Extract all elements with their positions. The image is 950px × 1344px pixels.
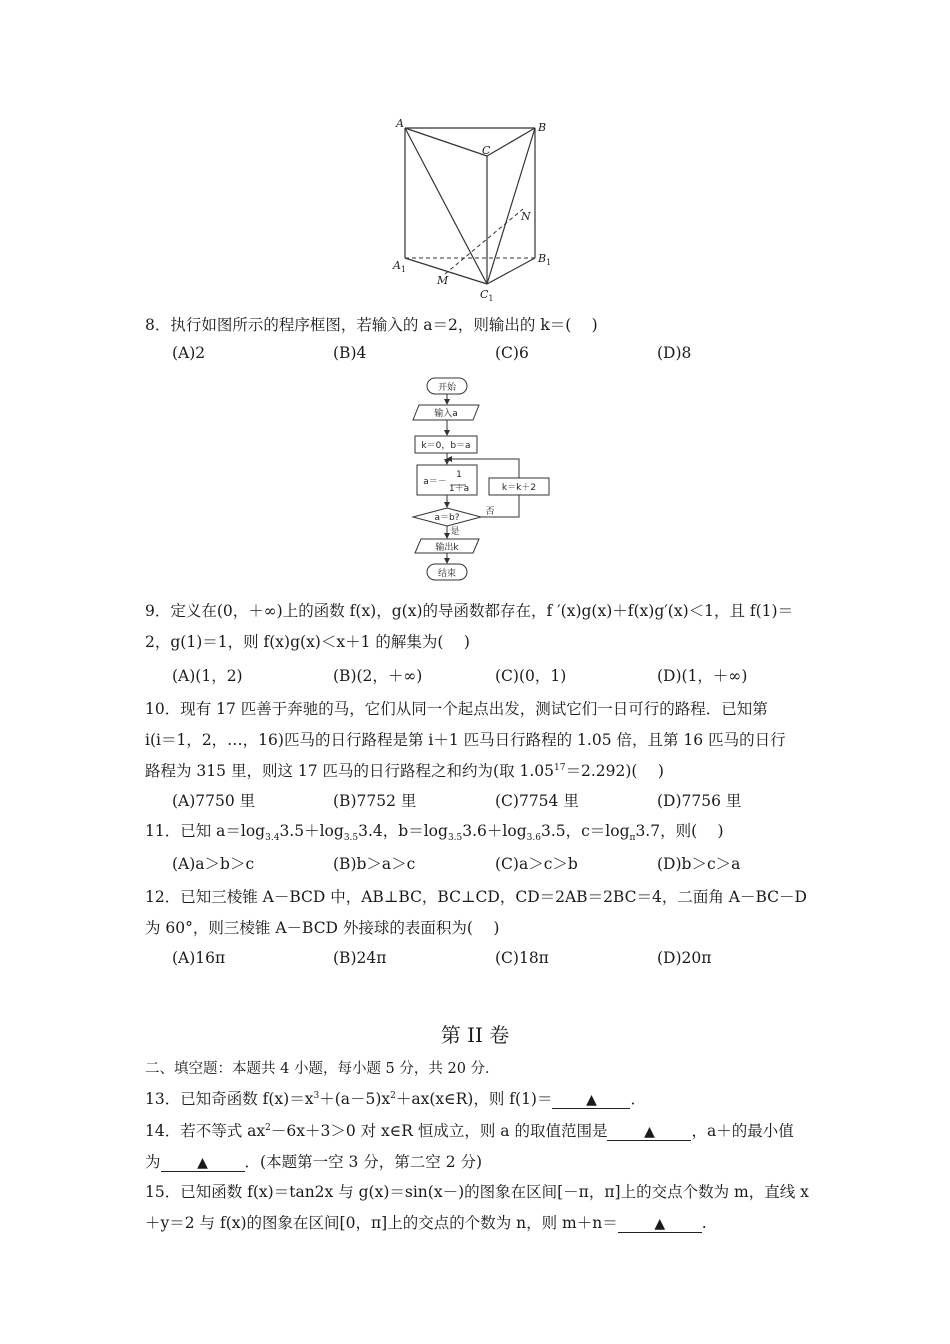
q9-line1: 9．定义在(0，＋∞)上的函数 f(x)，g(x)的导函数都存在，f ′(x)g(x)＋f(x)g′(x)＜1，且 f(1)＝ bbox=[145, 602, 794, 620]
q15-answer-blank[interactable]: ▲ bbox=[618, 1216, 702, 1233]
flow-input-text: 输入a bbox=[434, 409, 458, 419]
flow-start-text: 开始 bbox=[437, 383, 457, 393]
q9-option-c: (C)(0，1) bbox=[495, 667, 567, 685]
q12-line2: 为 60°，则三棱锥 A－BCD 外接球的表面积为( ) bbox=[145, 919, 500, 937]
flow-end-text: 结束 bbox=[437, 569, 457, 579]
q15-line2: ＋y＝2 与 f(x)的图象在区间[0，π]上的交点的个数为 n，则 m＋n＝ ▲ . bbox=[145, 1214, 707, 1232]
q14-line2: 为 ▲ ．(本题第一空 3 分，第二空 2 分) bbox=[145, 1153, 483, 1171]
label-C1: $C_1$ bbox=[480, 288, 494, 303]
q11-option-b: (B)b＞a＞c bbox=[333, 855, 416, 873]
flowchart bbox=[405, 375, 565, 585]
q8-option-c: (C)6 bbox=[495, 344, 529, 362]
segment-MN bbox=[445, 209, 523, 274]
label-N: N bbox=[521, 210, 531, 223]
q14-answer-blank-1[interactable]: ▲ bbox=[607, 1124, 691, 1141]
flow-no-label: 否 bbox=[485, 507, 495, 517]
q13-stem: 13．已知奇函数 $f(x)=x^3+(a-5)x^2+ax(x\in R)$，则 f(1)＝ ▲ ． bbox=[145, 1090, 646, 1108]
section-instruction: 二、填空题：本题共 4 小题，每小题 5 分，共 20 分． bbox=[145, 1061, 500, 1077]
flow-output-text: 输出k bbox=[435, 543, 459, 553]
flow-init-text: k＝0，b＝a bbox=[421, 441, 471, 451]
label-M: M bbox=[437, 274, 449, 287]
prism-figure bbox=[390, 112, 560, 307]
flow-assign-den: 1＋a bbox=[448, 484, 470, 494]
label-C: C bbox=[482, 144, 491, 157]
section-title: 第 II 卷 bbox=[440, 1023, 510, 1047]
q11-option-a: (A)a＞b＞c bbox=[172, 855, 255, 873]
flow-yes-label: 是 bbox=[450, 527, 460, 537]
q10-option-d: (D)7756 里 bbox=[657, 792, 742, 810]
q8-stem: 8．执行如图所示的程序框图，若输入的 a＝2，则输出的 k＝( ) bbox=[145, 316, 598, 334]
q10-line2: i(i＝1，2，…，16)匹马的日行路程是第 i＋1 匹马日行路程的 1.05 倍，且第 16 匹马的日行 bbox=[145, 731, 786, 749]
label-A1: $A_1$ bbox=[393, 259, 407, 274]
q8-option-d: (D)8 bbox=[657, 344, 692, 362]
q11-stem: 11．已知 $a=\log_{3.4}3.5+\log_{3.5}3.4$，$b=\log_{3.5}3.6+\log_{3.6}3.5$，$c=\log_\pi 3.7$，则( ) bbox=[145, 822, 724, 844]
q8-option-a: (A)2 bbox=[172, 344, 206, 362]
q10-line1: 10．现有 17 匹善于奔驰的马，它们从同一个起点出发，测试它们一日可行的路程．已知第 bbox=[145, 700, 768, 718]
q9-option-a: (A)(1，2) bbox=[172, 667, 243, 685]
q12-option-b: (B)24π bbox=[333, 949, 387, 967]
q9-line2: 2，g(1)＝1，则 f(x)g(x)＜x＋1 的解集为( ) bbox=[145, 633, 470, 651]
q12-option-c: (C)18π bbox=[495, 949, 549, 967]
q13-answer-blank[interactable]: ▲ bbox=[552, 1092, 630, 1109]
q9-option-b: (B)(2，＋∞) bbox=[333, 667, 423, 685]
label-B: B bbox=[538, 121, 547, 134]
q11-option-d: (D)b＞c＞a bbox=[657, 855, 741, 873]
flow-condition-text: a＝b? bbox=[434, 513, 460, 523]
flow-assign-lhs: a＝－ bbox=[423, 477, 447, 487]
label-B1: $B_1$ bbox=[538, 252, 552, 267]
q10-option-c: (C)7754 里 bbox=[495, 792, 579, 810]
q10-option-a: (A)7750 里 bbox=[172, 792, 256, 810]
q9-option-d: (D)(1，＋∞) bbox=[657, 667, 748, 685]
q12-option-a: (A)16π bbox=[172, 949, 226, 967]
q14-answer-blank-2[interactable]: ▲ bbox=[161, 1155, 245, 1172]
q12-option-d: (D)20π bbox=[657, 949, 712, 967]
q10-line3: 路程为 315 里，则这 17 匹马的日行路程之和约为(取 $1.05^{17}=2.292$)( ) bbox=[145, 762, 664, 780]
q12-line1: 12．已知三棱锥 A－BCD 中，AB⊥BC，BC⊥CD，CD＝2AB＝2BC＝4，二面角 A－BC－D bbox=[145, 888, 807, 906]
q14-line1: 14．若不等式 $ax^2-6x+3>0$ 对 x∈R 恒成立，则 a 的取值范围是 ▲ ，a＋的最小值 bbox=[145, 1122, 794, 1140]
flow-assign-num: 1 bbox=[456, 470, 462, 480]
flow-increment-text: k＝k＋2 bbox=[501, 483, 537, 493]
q11-option-c: (C)a＞c＞b bbox=[495, 855, 578, 873]
label-A: A bbox=[396, 117, 404, 130]
q15-line1: 15．已知函数 f(x)＝tan2x 与 g(x)＝sin(x－)的图象在区间[－π，π]上的交点个数为 m，直线 x bbox=[145, 1183, 809, 1201]
q8-option-b: (B)4 bbox=[333, 344, 367, 362]
q10-option-b: (B)7752 里 bbox=[333, 792, 417, 810]
